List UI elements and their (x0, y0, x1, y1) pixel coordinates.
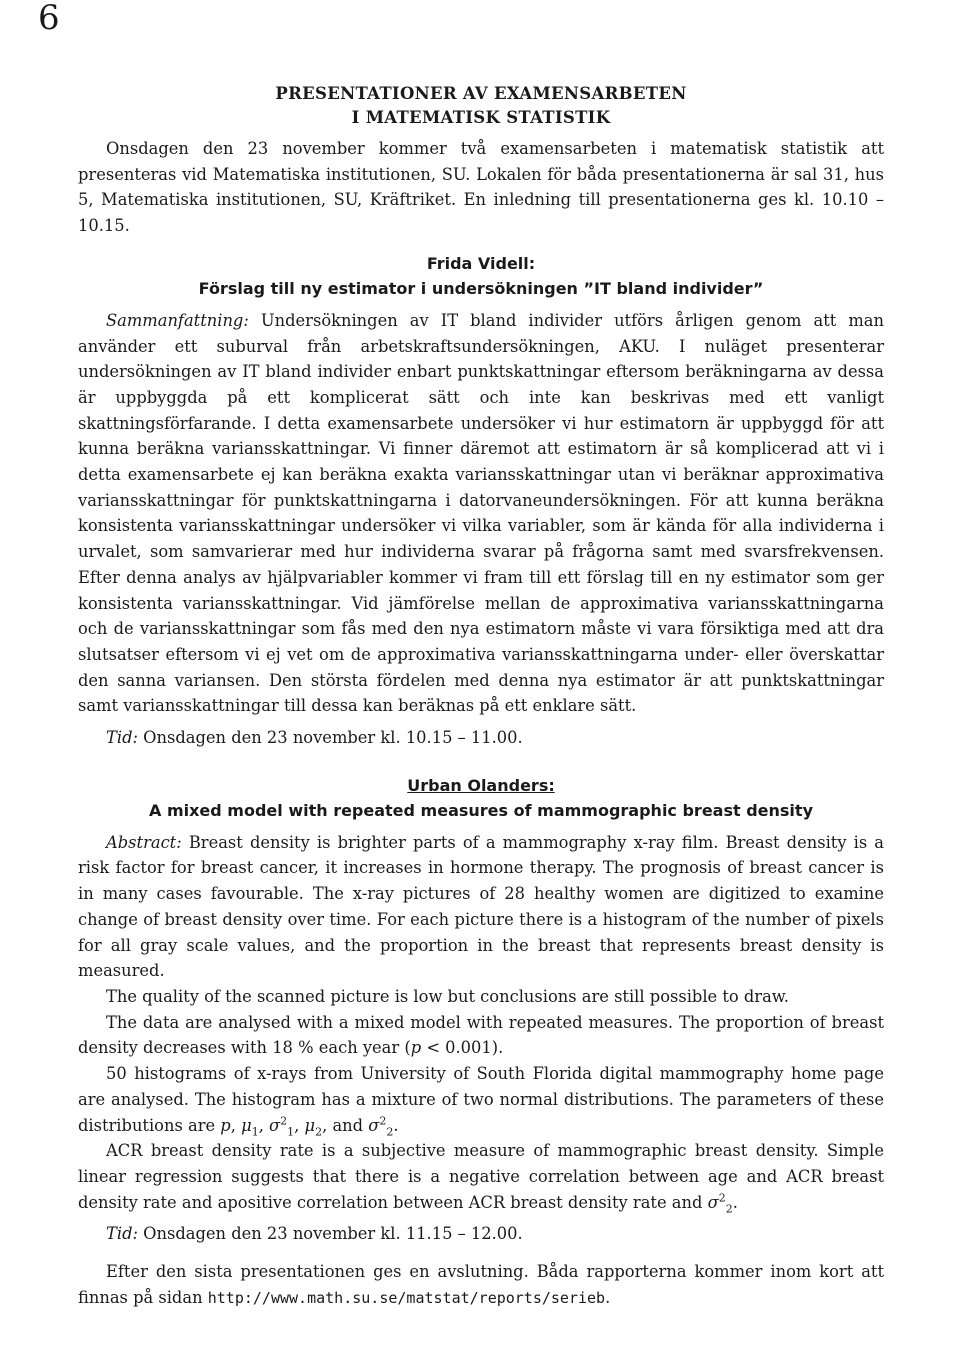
talk2-time (78, 1221, 884, 1247)
talk2-speaker: Urban Olanders: (407, 775, 555, 795)
page-heading (78, 82, 884, 130)
talk1-title: Förslag till ny estimator i undersökningen ”IT bland individer” (198, 279, 764, 299)
talk1-time (78, 725, 884, 751)
talk2-paragraph-3: The data are analysed with a mixed model with repeated measures. The proportion of breast density decreases with 18 % each year (p < 0.001). (78, 1012, 884, 1058)
talk1-time-text: Onsdagen den 23 november kl. 10.15 – 11.00. (143, 728, 523, 748)
talk2-header (78, 773, 884, 824)
talk1-summary-text: Undersökningen av IT bland individer utförs årligen genom att man använder ett suburval från arbetskraftsundersökningen, AKU. I nuläget presenterar undersökningen av IT bland individer enbart punktskattningar eftersom beräkningarna av dessa är uppbyggda på ett komplicerat sätt och inte kan beskrivas med ett vanligt skattningsförfarande. I detta examensarbete undersöker vi hur estimatorn är uppbyggd för att kunna beräkna variansskattningar. Vi finner däremot att estimatorn är så komplicerad att vi i detta examensarbete ej kan beräkna exakta variansskattningar utan vi beräknar approximativa variansskattningar för punktskattningarna i datorvaneundersökningen. För att kunna beräkna konsistenta variansskattningar undersöker vi vilka variabler, som är kända för alla individerna i urvalet, som samvarierar med hur individerna svarar på frågorna samt med svarsfrekvensen. Efter denna analys av hjälpvariabler kommer vi fram till ett förslag till en ny estimator som ger konsistenta variansskattningar. Vid jämförelse mellan de approximativa variansskattningarna och de variansskattningar som fås med den nya estimatorn måste vi vara försiktiga med att dra slutsatser eftersom vi ej vet om de approximativa variansskattningarna under- eller överskattar den sanna variansen. Den största fördelen med denna nya estimator är att punktskattningar samt variansskattningar till dessa kan beräknas på ett enklare sätt. (78, 310, 884, 716)
talk2-abstract (78, 830, 884, 984)
talk1-header (78, 251, 884, 302)
page-content (78, 82, 884, 1311)
report-url-link[interactable]: http://www.math.su.se/matstat/reports/serieb (207, 1288, 606, 1307)
talk2-abstract-text: Breast density is brighter parts of a mammography x-ray film. Breast density is a risk factor for breast cancer, it increases in hormone therapy. The prognosis of breast cancer is in many cases favourable. The x-ray pictures of 28 healthy women are digitized to examine change of breast density over time. For each picture there is a histogram of the number of pixels for all gray scale values, and the proportion in the breast that represents breast density is measured. (78, 832, 884, 981)
talk1-summary (78, 308, 884, 719)
talk1-summary-label: Sammanfattning: (106, 310, 249, 330)
heading-line-2: I MATEMATISK STATISTIK (351, 108, 611, 127)
talk2-paragraph-4: 50 histograms of x-rays from University of South Florida digital mammography home page are analysed. The histogram has a mixture of two normal distributions. The parameters of these distributions are p, $\mu_1$, $\sigma^2_1$, $\mu_2$, and $\sigma^2_2$. (78, 1064, 884, 1138)
talk1-speaker: Frida Videll: (426, 253, 536, 273)
talk1-time-label: Tid: (106, 728, 138, 748)
talk2-abstract-label: Abstract: (106, 832, 182, 852)
closing-paragraph: Efter den sista presentationen ges en avslutning. Båda rapporterna kommer inom kort att finnas på sidan http://www.math.su.se/matstat/reports/serieb. (78, 1262, 884, 1307)
talk2-time-label: Tid: (106, 1224, 138, 1244)
talk2-paragraph-2: The quality of the scanned picture is low but conclusions are still possible to draw. (106, 986, 789, 1006)
intro-paragraph: Onsdagen den 23 november kommer två examensarbeten i matematisk statistik att presenteras vid Matematiska institutionen, SU. Lokalen för båda presentationerna är sal 31, hus 5, Matematiska institutionen, SU, Kräftriket. En inledning till presentationerna ges kl. 10.10 – 10.15. (78, 139, 884, 236)
talk2-paragraph-5: ACR breast density rate is a subjective measure of mammographic breast density. Simple linear regression suggests that there is a negative correlation between age and ACR breast density rate and apositive correlation between ACR breast density rate and $\sigma^2_2$. (78, 1141, 884, 1215)
talk2-title: A mixed model with repeated measures of mammographic breast density (148, 801, 813, 821)
page-number: 6 (38, 0, 60, 38)
talk2-time-text: Onsdagen den 23 november kl. 11.15 – 12.00. (143, 1224, 523, 1244)
heading-line-1: PRESENTATIONER AV EXAMENSARBETEN (275, 84, 687, 103)
